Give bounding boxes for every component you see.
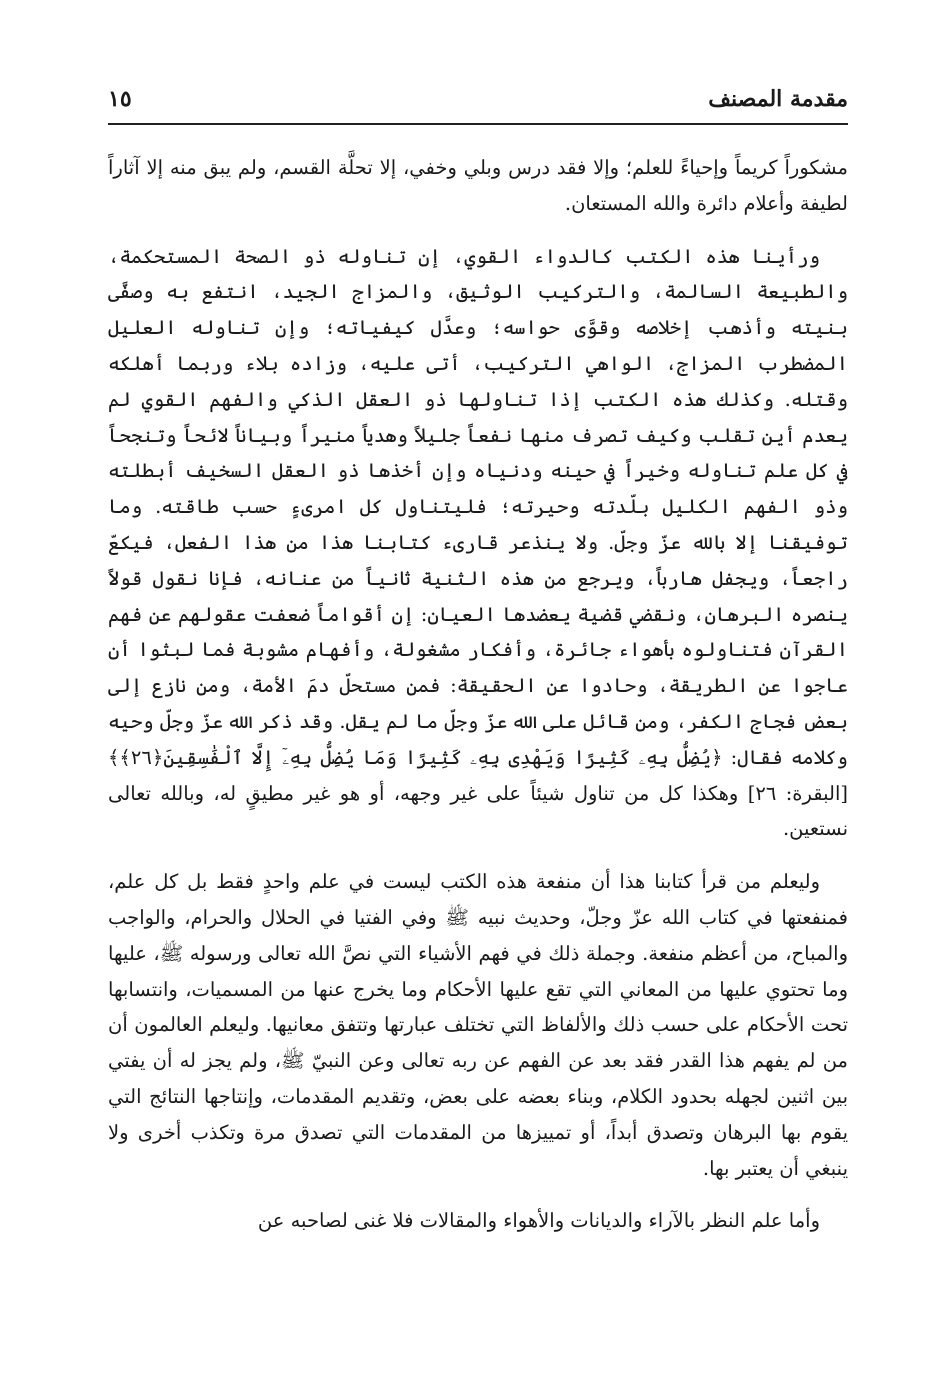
page-number: ١٥ <box>108 86 132 112</box>
page-header <box>108 82 848 118</box>
paragraph: وليعلم من قرأ كتابنا هذا أن منفعة هذه الكتب ليست في علم واحدٍ فقط بل كل علم، فمنفعتها في كتاب الله عزّ وجلّ، وحديث نبيه ﷺ وفي الفتيا في الحلال والحرام، والواجب والمباح، من أعظم منفعة. وجملة ذلك في فهم الأشياء التي نصَّ الله تعالى ورسوله ﷺ، عليها وما تحتوي عليها من المعاني التي تقع عليها الأحكام وما يخرج عنها من المسميات، وانتسابها تحت الأحكام على حسب ذلك والألفاظ التي تختلف عبارتها وتتفق معانيها. وليعلم العالمون أن من لم يفهم هذا القدر فقد بعد عن الفهم عن ربه تعالى وعن النبيّ ﷺ، ولم يجز له أن يفتي بين اثنين لجهله بحدود الكلام، وبناء بعضه على بعض، وتقديم المقدمات، وإنتاجها النتائج التي يقوم بها البرهان وتصدق أبداً، أو تمييزها من المقدمات التي تصدق مرة وتكذب أخرى ولا ينبغي أن يعتبر بها. <box>108 870 848 1180</box>
paragraph: ورأينا هذه الكتب كالدواء القوي، إن تناوله ذو الصحة المستحكمة، والطبيعة السالمة، والتركيب الوثيق، والمزاج الجيد، انتفع به وصفَّى بنيته وأذهب إخلاصه وقوَّى حواسه؛ وعدَّل كيفياته؛ وإن تناوله العليل المضطرب المزاج، الواهي التركيب، أتى عليه، وزاده بلاء وربما أهلكه وقتله. وكذلك هذه الكتب إذا تناولها ذو العقل الذكي والفهم القوي لم يعدم أين تقلب وكيف تصرف منها نفعاً جليلاً وهدياً منيراً وبياناً لائحاً وتنجحاً في كل علم تناوله وخيراً في حينه ودنياه وإن أخذها ذو العقل السخيف أبطلته وذو الفهم الكليل بلّدته وحيرته؛ فليتناول كل امرىءٍ حسب طاقته. وما توفيقنا إلا بالله عزّ وجلّ. ولا ينذعر قارىء كتابنا هذا من هذا الفعل، فيكعّ راجعاً، ويجفل هارباً، ويرجع من هذه الثنية ثانياً من عنانه، فإنا نقول قولاً ينصره البرهان، ونقضي قضية يعضدها العيان: إن أقواماً ضعفت عقولهم عن فهم القرآن فتناولوه بأهواء جائرة، وأفكار مشغولة، وأفهام مشوبة فما لبثوا أن عاجوا عن الطريقة، وحادوا عن الحقيقة: فمن مستحلّ دمَ الأمة، ومن نازع إلى بعض فجاج الكفر، ومن قائل على الله عزّ وجلّ ما لم يقل. وقد ذكر الله عزّ وجلّ وحيه وكلامه فقال: ﴿يُضِلُّ بِهِۦ كَثِيرًا وَيَهْدِى بِهِۦ كَثِيرًا وَمَا يُضِلُّ بِهِۦٓ إِلَّا ٱلْفَٰسِقِينَ﴿٢٦﴾﴾ [البقرة: ٢٦] وهكذا كل من تناول شيئاً على غير وجهه، أو هو غير مطيقٍ له، وبالله تعالى نستعين. <box>108 244 848 841</box>
running-title: مقدمة المصنف <box>708 86 848 112</box>
paragraph-continuation: مشكوراً كريماً وإحياءً للعلم؛ وإلا فقد درس وبلي وخفي، إلا تحلَّة القسم، ولم يبق منه إلا آثاراً لطيفة وأعلام دائرة والله المستعان. <box>108 156 848 215</box>
header-rule <box>108 123 848 125</box>
page-body <box>108 150 848 1239</box>
paragraph: وأما علم النظر بالآراء والديانات والأهواء والمقالات فلا غنى لصاحبه عن <box>257 1209 820 1233</box>
